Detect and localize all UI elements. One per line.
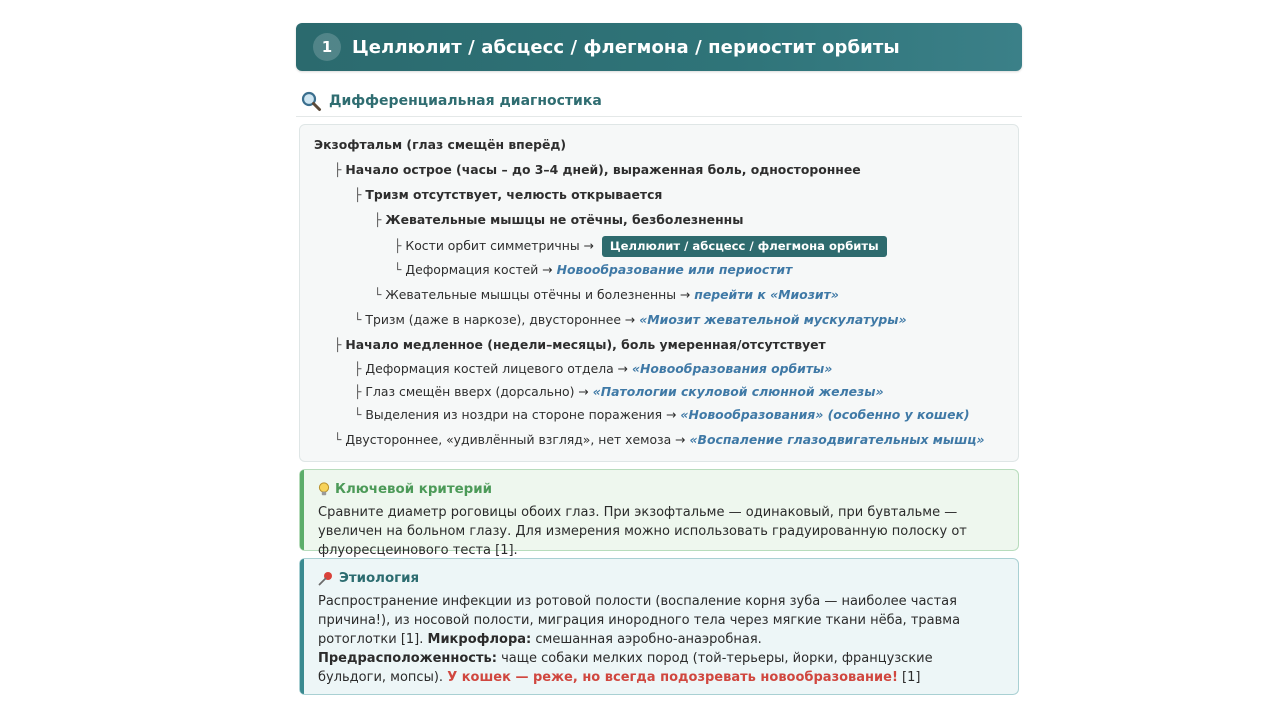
- diff-diagnosis-heading: [296, 86, 1022, 117]
- section-number: 1: [313, 33, 341, 61]
- pushpin-icon: [318, 571, 334, 586]
- callout-accent-bar: [300, 470, 304, 550]
- tree-link[interactable]: Новообразование или периостит: [556, 262, 793, 277]
- callout-accent-bar: [300, 559, 304, 694]
- tree-link[interactable]: «Новообразования орбиты»: [632, 361, 833, 376]
- diagnosis-tree: [299, 124, 1019, 462]
- tree-node: ├ Начало острое (часы – до 3–4 дней), выраженная боль, одностороннее: [334, 162, 861, 177]
- tree-link[interactable]: «Новообразования» (особенно у кошек): [680, 407, 970, 422]
- tree-node: ├ Жевательные мышцы не отёчны, безболезненны: [374, 212, 744, 227]
- diagnosis-badge: Целлюлит / абсцесс / флегмона орбиты: [602, 236, 887, 257]
- lightbulb-icon: [318, 482, 330, 497]
- tree-node: ├ Деформация костей лицевого отдела → «Новообразования орбиты»: [354, 361, 833, 376]
- tree-node: └ Деформация костей → Новообразование или периостит: [394, 262, 793, 277]
- tree-node: └ Тризм (даже в наркозе), двустороннее → «Миозит жевательной мускулатуры»: [354, 312, 907, 327]
- tree-node: └ Двустороннее, «удивлённый взгляд», нет хемоза → «Воспаление глазодвигательных мышц»: [334, 432, 985, 447]
- tree-root: Экзофтальм (глаз смещён вперёд): [314, 137, 567, 152]
- tree-node: ├ Тризм отсутствует, челюсть открывается: [354, 187, 663, 202]
- tree-node: ├ Глаз смещён вверх (дорсально) → «Патологии скуловой слюнной железы»: [354, 384, 884, 399]
- diff-diagnosis-title: Дифференциальная диагностика: [329, 93, 602, 109]
- etiology-callout: [299, 558, 1019, 695]
- etiology-text: Распространение инфекции из ротовой полости (воспаление корня зуба — наиболее частая причина!), из носовой полости, миграция инородного тела через мягкие ткани нёба, травма ротоглотки [1]. Микрофлора: смешанная аэробно-анаэробная. Предрасположенность: чаще собаки мелких пород (той-терьеры, йорки, французские бульдоги, мопсы). У кошек — реже, но всегда подозревать новообразование! [1]: [318, 594, 961, 685]
- tree-node: └ Жевательные мышцы отёчны и болезненны → перейти к «Миозит»: [374, 287, 839, 302]
- card-header: [296, 23, 1022, 71]
- tree-link[interactable]: «Воспаление глазодвигательных мышц»: [689, 432, 985, 447]
- callout-heading: Ключевой критерий: [318, 480, 1004, 499]
- callout-heading: Этиология: [318, 569, 1004, 588]
- tree-node: ├ Кости орбит симметричны → Целлюлит / абсцесс / флегмона орбиты: [394, 236, 887, 257]
- key-criterion-text: Сравните диаметр роговицы обоих глаз. При экзофтальме — одинаковый, при бувтальме — увеличен на больном глазу. Для измерения можно использовать градуированную полоску от флуоресцеинового теста [1].: [318, 505, 967, 558]
- magnifier-icon: [300, 90, 322, 112]
- tree-link[interactable]: «Патологии скуловой слюнной железы»: [592, 384, 884, 399]
- tree-link[interactable]: «Миозит жевательной мускулатуры»: [639, 312, 907, 327]
- card-title: Целлюлит / абсцесс / флегмона / периостит орбиты: [352, 36, 900, 58]
- tree-link[interactable]: перейти к «Миозит»: [694, 287, 839, 302]
- key-criterion-callout: [299, 469, 1019, 558]
- disease-card: [296, 23, 1022, 685]
- tree-node: └ Выделения из ноздри на стороне поражения → «Новообразования» (особенно у кошек): [354, 407, 970, 422]
- cats-warning: У кошек — реже, но всегда подозревать новообразование!: [447, 670, 898, 685]
- tree-node: ├ Начало медленное (недели–месяцы), боль умеренная/отсутствует: [334, 337, 826, 352]
